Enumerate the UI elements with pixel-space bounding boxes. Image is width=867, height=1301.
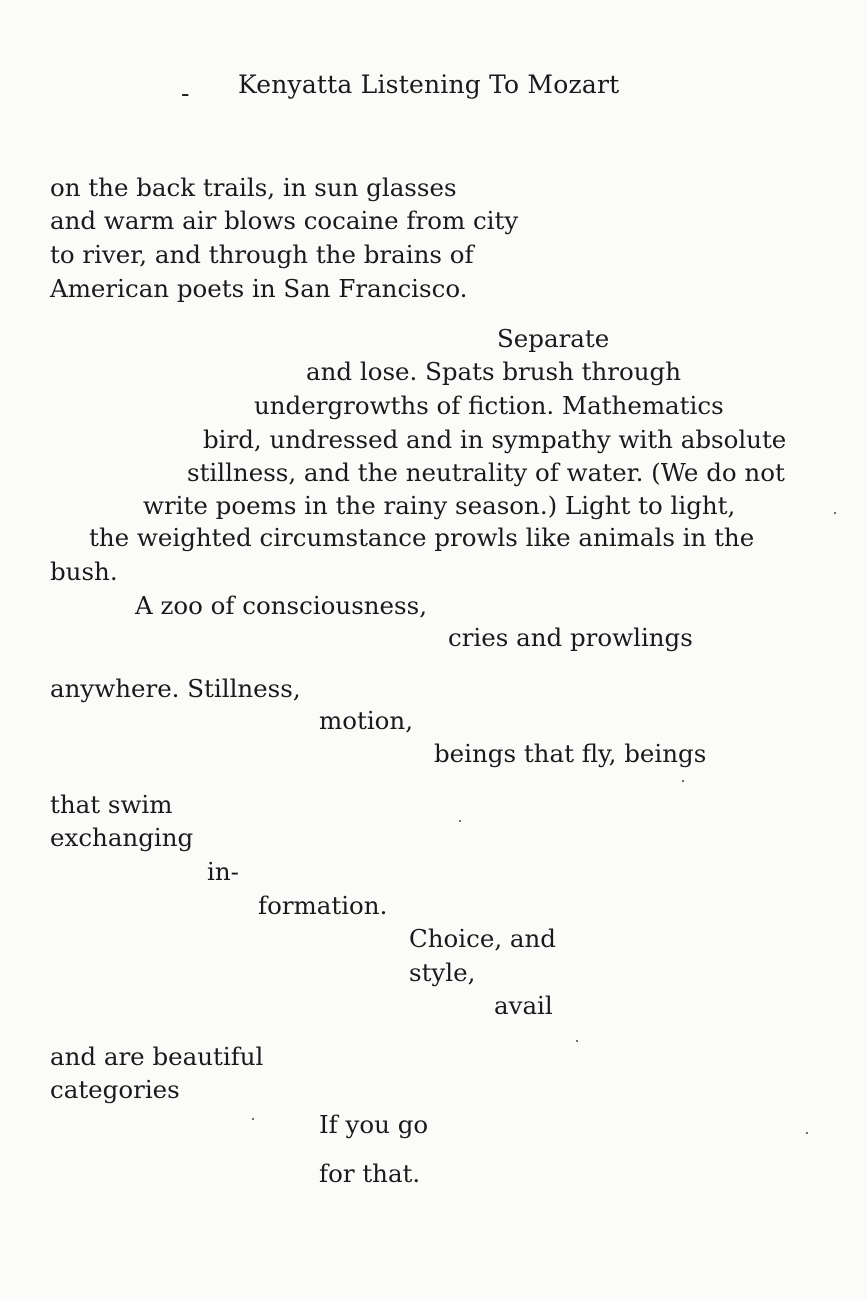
poem-line: and lose. Spats brush through <box>306 357 682 386</box>
title-mark: - <box>181 79 190 108</box>
poem-line: exchanging <box>50 823 194 852</box>
poem-line: that swim <box>50 790 173 819</box>
poem-line: the weighted circumstance prowls like animals in the <box>89 523 755 552</box>
poem-line: A zoo of consciousness, <box>135 591 427 620</box>
poem-line: American poets in San Francisco. <box>50 274 468 303</box>
paper-speck <box>834 512 836 514</box>
poem-line: Separate <box>497 324 610 353</box>
paper-speck <box>682 780 684 782</box>
poem-line: stillness, and the neutrality of water. (We do not <box>187 458 785 487</box>
poem-line: style, <box>409 958 476 987</box>
poem-line: write poems in the rainy season.) Light to light, <box>143 491 736 520</box>
poem-line: for that. <box>319 1159 421 1188</box>
poem-line: in- <box>207 857 239 886</box>
poem-title: Kenyatta Listening To Mozart <box>238 70 620 99</box>
poem-line: to river, and through the brains of <box>50 240 474 269</box>
poem-line: anywhere. Stillness, <box>50 674 301 703</box>
paper-speck <box>576 1040 578 1042</box>
poem-line: beings that fly, beings <box>434 739 707 768</box>
poem-line: If you go <box>319 1110 429 1139</box>
poem-line: avail <box>494 991 553 1020</box>
poem-line: bird, undressed and in sympathy with absolute <box>203 425 787 454</box>
poem-line: motion, <box>319 706 413 735</box>
paper-speck <box>806 1132 808 1134</box>
poem-line: undergrowths of fiction. Mathematics <box>254 391 724 420</box>
poem-line: Choice, and <box>409 924 556 953</box>
poem-line: categories <box>50 1075 180 1104</box>
poem-line: formation. <box>258 891 388 920</box>
poem-line: cries and prowlings <box>448 623 693 652</box>
paper-speck <box>252 1118 254 1120</box>
paper-speck <box>459 820 461 822</box>
poem-line: on the back trails, in sun glasses <box>50 173 457 202</box>
poem-line: and warm air blows cocaine from city <box>50 206 519 235</box>
poem-line: and are beautiful <box>50 1042 264 1071</box>
poem-line: bush. <box>50 557 118 586</box>
